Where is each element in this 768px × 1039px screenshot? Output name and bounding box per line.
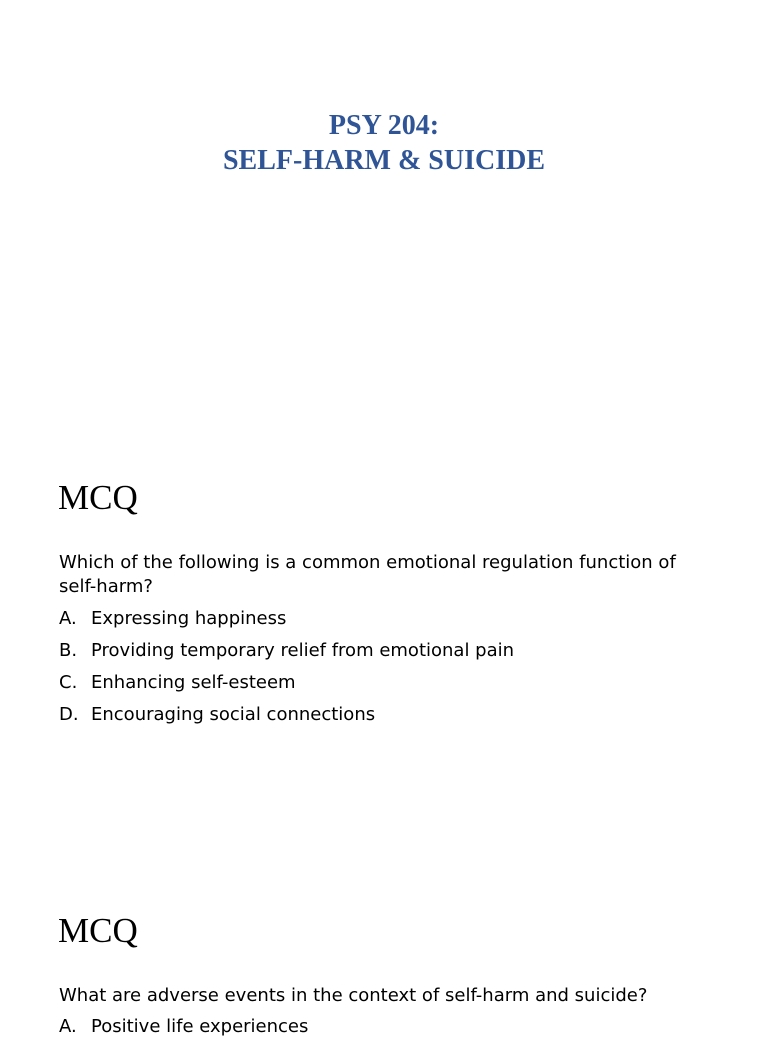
mcq-question-1: Which of the following is a common emotional regulation function of self-harm?	[59, 552, 676, 597]
option-text: Positive life experiences	[91, 1016, 309, 1037]
mcq1-option-c	[59, 671, 514, 703]
option-text: Encouraging social connections	[91, 704, 376, 725]
option-text: Enhancing self-esteem	[91, 672, 296, 693]
option-text: Providing temporary relief from emotional pain	[91, 640, 515, 661]
mcq-question-2: What are adverse events in the context of self-harm and suicide?	[59, 985, 648, 1006]
title-course-code: PSY 204:	[328, 110, 440, 141]
option-text: Expressing happiness	[91, 608, 287, 629]
option-letter: A.	[59, 1016, 77, 1037]
option-letter: D.	[59, 704, 79, 725]
mcq-options-2	[59, 1015, 308, 1039]
document-title	[0, 108, 768, 178]
option-letter: B.	[59, 640, 78, 661]
mcq-options-1	[59, 607, 514, 735]
mcq2-option-a	[59, 1015, 308, 1039]
mcq1-option-d	[59, 703, 514, 735]
mcq-heading-2: MCQ	[58, 911, 138, 950]
title-topic: SELF-HARM & SUICIDE	[222, 145, 546, 176]
option-letter: A.	[59, 608, 77, 629]
mcq-heading-1: MCQ	[58, 478, 138, 517]
mcq1-option-a	[59, 607, 514, 639]
mcq1-option-b	[59, 639, 514, 671]
option-letter: C.	[59, 672, 78, 693]
